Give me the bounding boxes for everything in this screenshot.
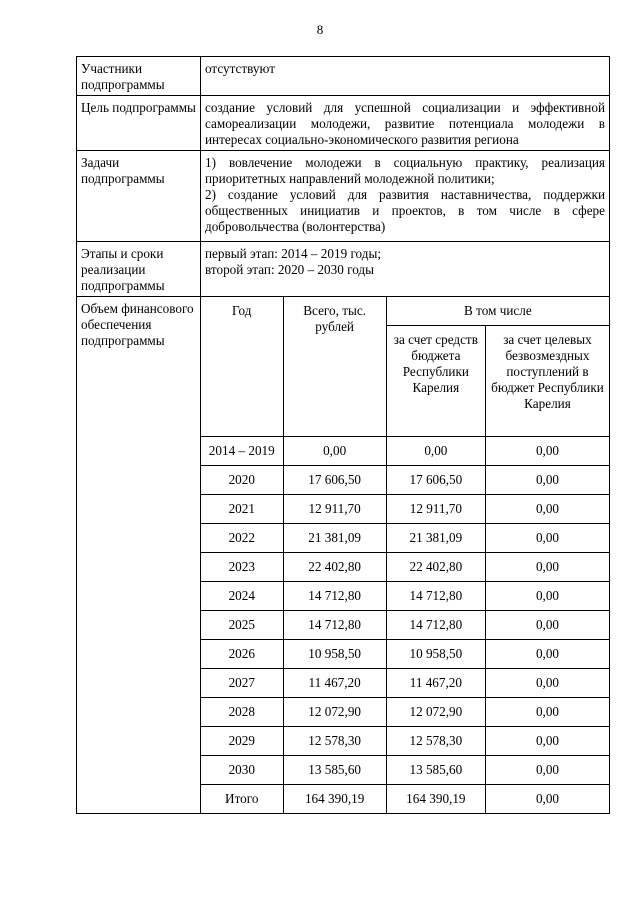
total-cell: 14 712,80 (283, 611, 386, 640)
stages-row (77, 242, 610, 297)
year-cell: 2028 (201, 698, 283, 727)
financing-data-row (201, 495, 609, 524)
grants-cell: 0,00 (485, 640, 609, 669)
year-cell: 2021 (201, 495, 283, 524)
budget-cell: 10 958,50 (386, 640, 485, 669)
budget-cell: 13 585,60 (386, 756, 485, 785)
tasks-label: Задачи подпрограммы (77, 151, 201, 242)
grants-cell: 0,00 (485, 756, 609, 785)
subprogram-passport (76, 56, 610, 814)
grants-cell: 0,00 (485, 698, 609, 727)
grants-cell: 0,00 (485, 582, 609, 611)
financing-data-row (201, 669, 609, 698)
grants-cell: 0,00 (485, 785, 609, 814)
year-cell: 2024 (201, 582, 283, 611)
grants-cell: 0,00 (485, 524, 609, 553)
grants-cell: 0,00 (485, 495, 609, 524)
financing-data-row (201, 640, 609, 669)
budget-cell: 164 390,19 (386, 785, 485, 814)
budget-cell: 21 381,09 (386, 524, 485, 553)
year-header: Год (201, 297, 283, 437)
financing-data-row (201, 727, 609, 756)
year-cell: 2025 (201, 611, 283, 640)
financing-data-row (201, 553, 609, 582)
task-item: 1) вовлечение молодежи в социальную практику, реализация приоритетных направлений молодежной политики; (205, 155, 605, 186)
financing-data-row (201, 437, 609, 466)
total-header: Всего, тыс. рублей (283, 297, 386, 437)
total-cell: 0,00 (283, 437, 386, 466)
participants-value: отсутствуют (201, 57, 610, 96)
financing-data-row (201, 698, 609, 727)
stage-item: первый этап: 2014 – 2019 годы; (205, 246, 381, 261)
financing-data-row (201, 611, 609, 640)
financing-data-row (201, 524, 609, 553)
budget-cell: 12 072,90 (386, 698, 485, 727)
year-cell: 2020 (201, 466, 283, 495)
budget-cell: 14 712,80 (386, 611, 485, 640)
participants-label: Участники подпрограммы (77, 57, 201, 96)
total-cell: 12 911,70 (283, 495, 386, 524)
task-item: 2) создание условий для развития наставничества, поддержки общественных инициатив и проектов, в том числе в сфере добровольчества (волонтерства) (205, 187, 605, 234)
total-cell: 10 958,50 (283, 640, 386, 669)
financing-data-row (201, 785, 609, 814)
year-cell: 2030 (201, 756, 283, 785)
stages-value (201, 242, 610, 297)
goal-row (77, 96, 610, 151)
grants-cell: 0,00 (485, 727, 609, 756)
budget-cell: 0,00 (386, 437, 485, 466)
page-number: 8 (316, 22, 324, 37)
budget-cell: 17 606,50 (386, 466, 485, 495)
financing-label: Объем финансового обеспечения подпрограммы (77, 297, 201, 814)
financing-value (201, 297, 610, 814)
grants-cell: 0,00 (485, 611, 609, 640)
tasks-value (201, 151, 610, 242)
year-cell: 2022 (201, 524, 283, 553)
stages-label: Этапы и сроки реализации подпрограммы (77, 242, 201, 297)
including-header: В том числе (386, 297, 609, 326)
total-cell: 22 402,80 (283, 553, 386, 582)
total-cell: 13 585,60 (283, 756, 386, 785)
budget-cell: 11 467,20 (386, 669, 485, 698)
financing-header-row (201, 297, 609, 326)
total-cell: 17 606,50 (283, 466, 386, 495)
year-cell: 2026 (201, 640, 283, 669)
grants-cell: 0,00 (485, 553, 609, 582)
passport-table (76, 56, 610, 814)
participants-row (77, 57, 610, 96)
grants-header: за счет целевых безвозмездных поступлений в бюджет Республики Карелия (485, 326, 609, 437)
total-cell: 21 381,09 (283, 524, 386, 553)
budget-header: за счет средств бюджета Республики Карелия (386, 326, 485, 437)
grants-cell: 0,00 (485, 437, 609, 466)
grants-cell: 0,00 (485, 669, 609, 698)
total-cell: 164 390,19 (283, 785, 386, 814)
total-cell: 12 578,30 (283, 727, 386, 756)
total-cell: 14 712,80 (283, 582, 386, 611)
year-cell: 2027 (201, 669, 283, 698)
budget-cell: 22 402,80 (386, 553, 485, 582)
stage-item: второй этап: 2020 – 2030 годы (205, 262, 375, 277)
financing-data-row (201, 756, 609, 785)
total-cell: 12 072,90 (283, 698, 386, 727)
goal-label: Цель подпрограммы (77, 96, 201, 151)
financing-row (77, 297, 610, 814)
tasks-row (77, 151, 610, 242)
year-cell: 2029 (201, 727, 283, 756)
goal-value: создание условий для успешной социализации и эффективной самореализации молодежи, развитие потенциала молодежи в интересах социально-экономического развития региона (201, 96, 610, 151)
grants-cell: 0,00 (485, 466, 609, 495)
financing-data-row (201, 582, 609, 611)
total-cell: 11 467,20 (283, 669, 386, 698)
financing-table (201, 297, 609, 813)
budget-cell: 14 712,80 (386, 582, 485, 611)
year-cell: 2023 (201, 553, 283, 582)
year-cell: 2014 – 2019 (201, 437, 283, 466)
budget-cell: 12 578,30 (386, 727, 485, 756)
financing-data-row (201, 466, 609, 495)
year-cell: Итого (201, 785, 283, 814)
budget-cell: 12 911,70 (386, 495, 485, 524)
